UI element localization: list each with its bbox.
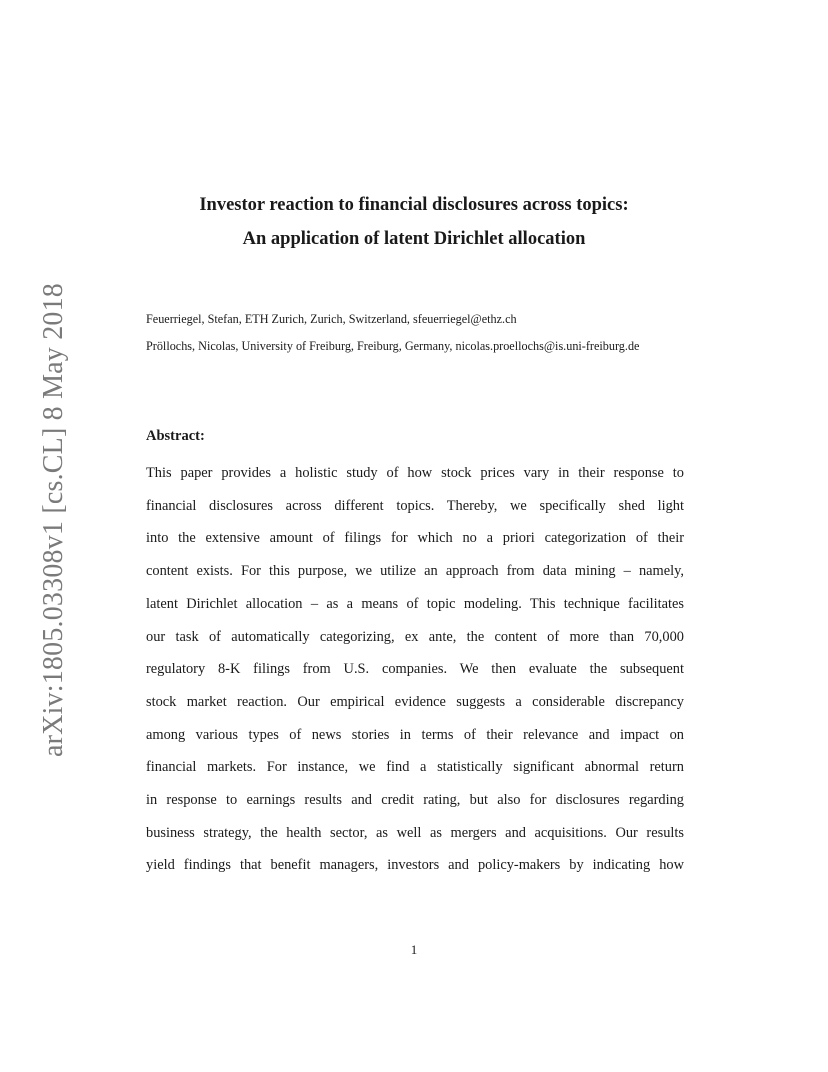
abstract-heading: Abstract: [146,428,205,444]
abstract-line: business strategy, the health sector, as well as mergers and acquisitions. Our results [146,824,684,841]
abstract-line: financial markets. For instance, we find a statistically significant abnormal return [146,759,684,776]
abstract-line: regulatory 8-K filings from U.S. companies. We then evaluate the subsequent [146,661,684,678]
abstract-line: This paper provides a holistic study of how stock prices vary in their response to [146,465,684,481]
author-list [146,306,706,360]
author-2: Pröllochs, Nicolas, University of Freiburg, Freiburg, Germany, nicolas.proellochs@is.uni-freiburg.de [146,339,640,353]
page-number: 1 [410,942,418,957]
arxiv-stamp [34,282,74,758]
abstract-line: our task of automatically categorizing, ex ante, the content of more than 70,000 [146,628,684,645]
author-1: Feuerriegel, Stefan, ETH Zurich, Zurich, Switzerland, sfeuerriegel@ethz.ch [146,312,517,326]
abstract-line: stock market reaction. Our empirical evidence suggests a considerable discrepancy [146,693,684,710]
abstract-line: into the extensive amount of filings for which no a priori categorization of their [146,530,684,547]
title-line-2: An application of latent Dirichlet allocation [242,229,586,249]
abstract-line: financial disclosures across different topics. Thereby, we specifically shed light [146,497,684,514]
abstract-line: latent Dirichlet allocation – as a means of topic modeling. This technique facilitates [146,595,684,612]
abstract-line: in response to earnings results and credit rating, but also for disclosures regarding [146,792,684,809]
paper-title [0,188,828,256]
abstract-line: yield findings that benefit managers, investors and policy-makers by indicating how [146,857,684,874]
title-line-1: Investor reaction to financial disclosures across topics: [199,195,629,215]
abstract-body [146,457,684,882]
arxiv-identifier: arXiv:1805.03308v1 [cs.CL] 8 May 2018 [38,282,70,758]
abstract-line: content exists. For this purpose, we utilize an approach from data mining – namely, [146,563,684,580]
abstract-line: among various types of news stories in terms of their relevance and impact on [146,726,684,743]
